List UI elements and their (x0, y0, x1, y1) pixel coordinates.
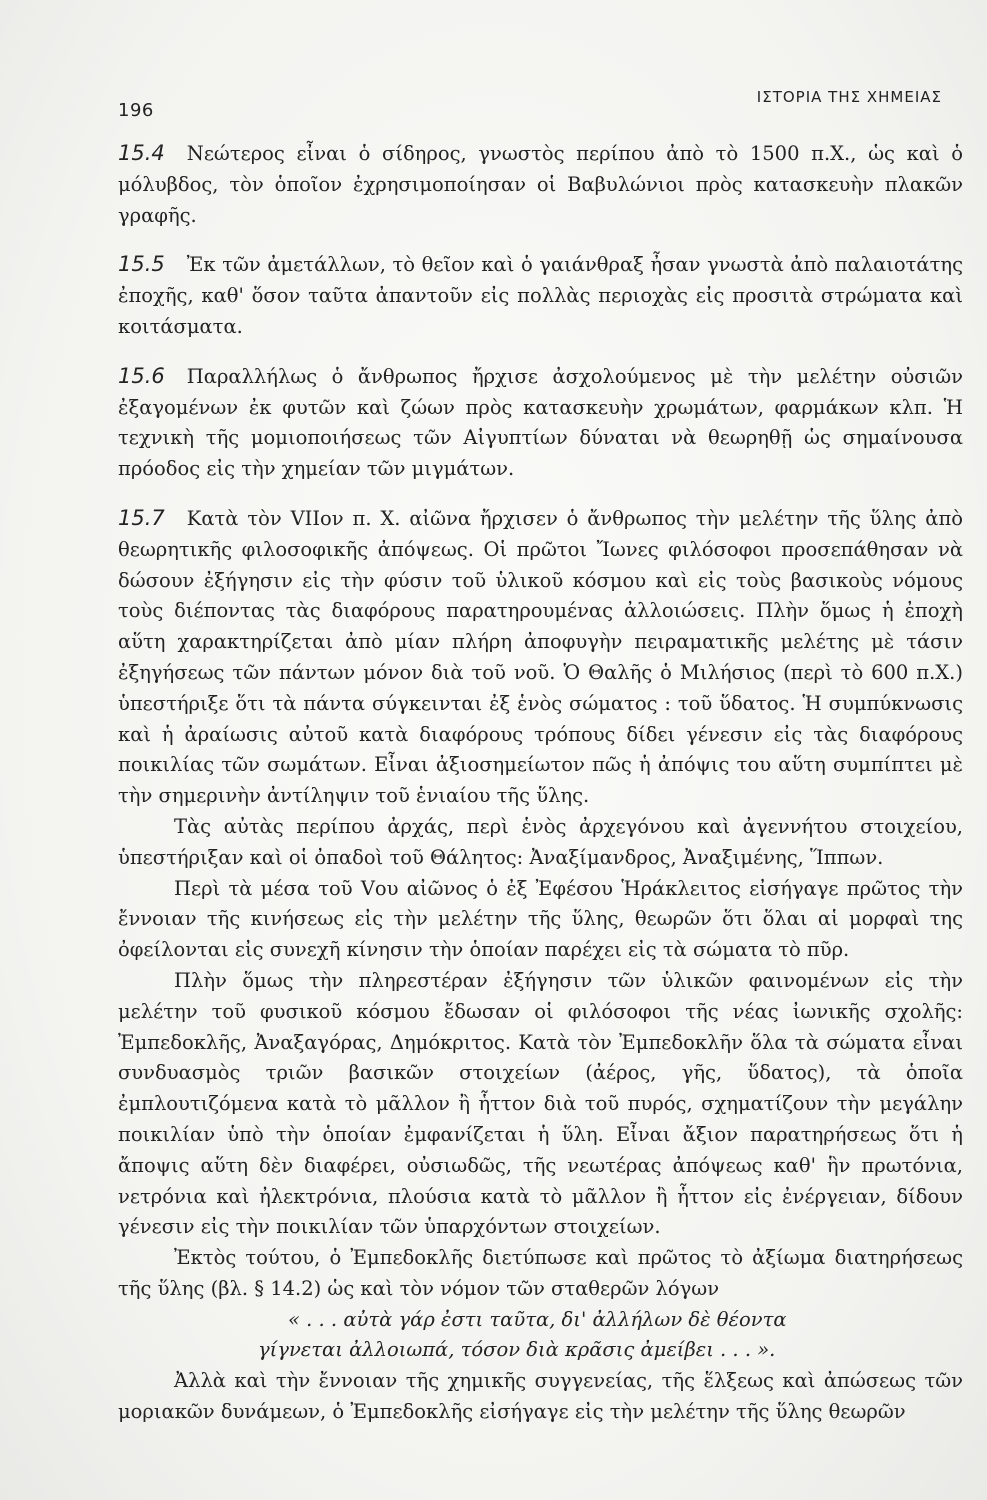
page-body (118, 138, 963, 1428)
section-number: 15.5 (118, 252, 165, 277)
section-number: 15.4 (118, 141, 165, 165)
paragraph: Ἀλλὰ καὶ τὴν ἔννοιαν τῆς χημικῆς συγγενείας, τῆς ἕλξεως καὶ ἀπώσεως τῶν μοριακῶν δυνάμεων, ὁ Ἐμπεδοκλῆς εἰσήγαγε εἰς τὴν μελέτην τῆς ὕλης θεωρῶν (118, 1369, 963, 1424)
section-text: Παραλλήλως ὁ ἄνθρωπος ἤρχισε ἀσχολούμενος μὲ τὴν μελέτην οὐσιῶν ἐξαγομένων ἐκ φυτῶν καὶ ζώων πρὸς κατασκευὴν χρωμάτων, φαρμάκων κλπ. Ἡ τεχνικὴ τῆς μομιοποιήσεως τῶν Αἰγυπτίων δύναται νὰ θεωρηθῇ ὡς σημαίνουσα πρόοδος εἰς τὴν χημείαν τῶν μιγμάτων. (118, 364, 963, 481)
section-15-7 (118, 503, 963, 812)
running-title: ΙΣΤΟΡΙΑ ΤΗΣ ΧΗΜΕΙΑΣ (756, 88, 942, 106)
paragraph: Τὰς αὐτὰς περίπου ἀρχάς, περὶ ἑνὸς ἀρχεγόνου καὶ ἀγεννήτου στοιχείου, ὑπεστήριξαν καὶ οἱ ὀπαδοὶ τοῦ Θάλητος: Ἀναξίμανδρος, Ἀναξιμένης, Ἵππων. (118, 814, 963, 869)
verse-quote-line: « . . . αὐτὰ γάρ ἐστι ταῦτα, δι' ἀλλήλων δὲ θέοντα (288, 1307, 787, 1331)
section-15-5 (118, 249, 963, 342)
section-text: Ἐκ τῶν ἀμετάλλων, τὸ θεῖον καὶ ὁ γαιάνθραξ ἦσαν γνωστὰ ἀπὸ παλαιοτάτης ἐποχῆς, καθ' ὅσον ταῦτα ἀπαντοῦν εἰς πολλὰς περιοχὰς εἰς προσιτὰ στρώματα καὶ κοιτάσματα. (118, 253, 963, 338)
paragraph: Περὶ τὰ μέσα τοῦ Vου αἰῶνος ὁ ἐξ Ἐφέσου Ἡράκλειτος εἰσήγαγε πρῶτος τὴν ἔννοιαν τῆς κινήσεως εἰς τὴν μελέτην τῆς ὕλης, θεωρῶν ὅτι ὅλαι αἱ μορφαὶ της ὀφείλονται εἰς συνεχῆ κίνησιν τὴν ὁποίαν παρέχει εἰς τὰ σώματα τὸ πῦρ. (118, 876, 963, 962)
paragraph: Ἐκτὸς τούτου, ὁ Ἐμπεδοκλῆς διετύπωσε καὶ πρῶτος τὸ ἀξίωμα διατηρήσεως τῆς ὕλης (βλ. § 14.2) ὡς καὶ τὸν νόμον τῶν σταθερῶν λόγων (118, 1246, 963, 1300)
section-number: 15.7 (118, 505, 165, 530)
page-number: 196 (118, 100, 154, 121)
section-15-6 (118, 361, 963, 485)
section-15-4 (118, 138, 963, 231)
section-number: 15.6 (118, 363, 165, 388)
section-text: Νεώτερος εἶναι ὁ σίδηρος, γνωστὸς περίπου ἀπὸ τὸ 1500 π.Χ., ὡς καὶ ὁ μόλυβδος, τὸν ὁποῖον ἐχρησιμοποίησαν οἱ Βαβυλώνιοι πρὸς κατασκευὴν πλακῶν γραφῆς. (118, 142, 963, 227)
verse-quote-line: γίγνεται ἀλλοιωπά, τόσον διὰ κρᾶσις ἀμείβει . . . ». (258, 1338, 776, 1362)
paragraph: Πλὴν ὅμως τὴν πληρεστέραν ἐξήγησιν τῶν ὑλικῶν φαινομένων εἰς τὴν μελέτην τοῦ φυσικοῦ κόσμου ἔδωσαν οἱ φιλόσοφοι τῆς νέας ἰωνικῆς σχολῆς: Ἐμπεδοκλῆς, Ἀναξαγόρας, Δημόκριτος. Κατὰ τὸν Ἐμπεδοκλῆν ὅλα τὰ σώματα εἶναι συνδυασμὸς τριῶν βασικῶν στοιχείων (ἀέρος, γῆς, ὕδατος), τὰ ὁποῖα ἐμπλουτιζόμενα κατὰ τὸ μᾶλλον ἢ ἧττον διὰ τοῦ πυρός, σχηματίζουν τὴν μεγάλην ποικιλίαν ὑπὸ τὴν ὁποίαν ἐμφανίζεται ἡ ὕλη. Εἶναι ἄξιον παρατηρήσεως ὅτι ἡ ἄποψις αὕτη δὲν διαφέρει, οὐσιωδῶς, τῆς νεωτέρας ἀπόψεως καθ' ἣν πρωτόνια, νετρόνια καὶ ἠλεκτρόνια, πλούσια κατὰ τὸ μᾶλλον ἢ ἧττον εἰς ἐνέργειαν, δίδουν γένεσιν εἰς τὴν ποικιλίαν τῶν ὑπαρχόντων στοιχείων. (118, 968, 963, 1239)
section-text: Κατὰ τὸν VIIον π. Χ. αἰῶνα ἤρχισεν ὁ ἄνθρωπος τὴν μελέτην τῆς ὕλης ἀπὸ θεωρητικῆς φιλοσοφικῆς ἀπόψεως. Οἱ πρῶτοι Ἴωνες φιλόσοφοι προσεπάθησαν νὰ δώσουν ἐξήγησιν εἰς τὴν φύσιν τοῦ ὑλικοῦ κόσμου καὶ εἰς τοὺς βασικοὺς νόμους τοὺς διέποντας τὰς διαφόρους παρατηρουμένας ἀλλοιώσεις. Πλὴν ὅμως ἡ ἐποχὴ αὕτη χαρακτηρίζεται ἀπὸ μίαν πλήρη ἀποφυγὴν πειραματικῆς μελέτης μὲ τάσιν ἐξηγήσεως τῶν πάντων μόνον διὰ τοῦ νοῦ. Ὁ Θαλῆς ὁ Μιλήσιος (περὶ τὸ 600 π.Χ.) ὑπεστήριξε ὅτι τὰ πάντα σύγκεινται ἐξ ἑνὸς σώματος : τοῦ ὕδατος. Ἡ συμπύκνωσις καὶ ἡ ἀραίωσις αὐτοῦ κατὰ διαφόρους τρόπους δίδει γένεσιν εἰς τὰς διαφόρους ποικιλίας τῶν σωμάτων. Εἶναι ἀξιοσημείωτον πῶς ἡ ἀπόψις του αὕτη συμπίπτει μὲ τὴν σημερινὴν ἀντίληψιν τοῦ ἑνιαίου τῆς ὕλης. (118, 506, 963, 808)
